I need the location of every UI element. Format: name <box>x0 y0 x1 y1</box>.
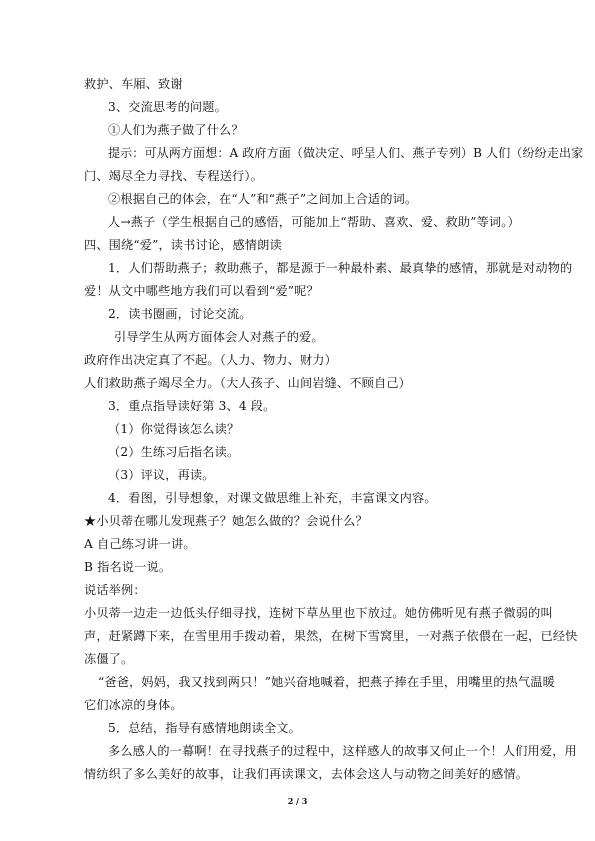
text-line-4: 提示：可从两方面想：A 政府方面（做决定、呼呈人们、燕子专列）B 人们（纷纷走出家 <box>108 146 584 160</box>
text-line-19: 4．看图，引导想象，对课文做思维上补充，丰富课文内容。 <box>108 491 437 505</box>
text-line-28: 它们冰凉的身体。 <box>84 698 183 712</box>
text-line-16: （1）你觉得该怎么读？ <box>108 422 240 436</box>
text-line-15: 3．重点指导读好第 3、4 段。 <box>108 399 276 413</box>
text-line-30: 多么感人的一幕啊！在寻找燕子的过程中，这样感人的故事又何止一个！人们用爱，用 <box>108 744 577 758</box>
text-line-22: B 指名说一说。 <box>84 560 172 574</box>
text-line-18: （3）评议，再读。 <box>108 468 215 482</box>
text-line-6: ②根据自己的体会，在“人”和“燕子”之间加上合适的词。 <box>108 192 418 206</box>
text-line-7: 人→燕子（学生根据自己的感悟，可能加上“帮助、喜欢、爱、救助”等词。） <box>108 215 520 229</box>
text-line-11: 2．读书圈画，讨论交流。 <box>108 307 252 321</box>
text-line-20: ★小贝蒂在哪儿发现燕子？她怎么做的？会说什么？ <box>84 514 368 528</box>
text-line-9: 1．人们帮助燕子；救助燕子，都是源于一种最朴素、最真挚的感情，那就是对动物的 <box>108 261 573 275</box>
text-line-3: ①人们为燕子做了什么？ <box>108 123 244 137</box>
text-line-2: 3、交流思考的问题。 <box>108 100 227 114</box>
text-line-10: 爱！从文中哪些地方我们可以看到“爱”呢？ <box>84 284 319 298</box>
text-line-1: 救护、车厢、致谢 <box>84 77 183 91</box>
text-line-5: 门、竭尽全力寻找、专程送行）。 <box>84 169 263 183</box>
text-line-31: 情纺织了多么美好的故事，让我们再读课文，去体会这人与动物之间美好的感情。 <box>84 767 529 781</box>
text-line-17: （2）生练习后指名读。 <box>108 445 240 459</box>
text-line-23: 说话举例： <box>84 583 146 597</box>
text-line-25: 声，赶紧蹲下来，在雪里用手拨动着，果然，在树下雪窝里，一对燕子依偎在一起，已经快 <box>84 629 578 643</box>
page-number: 2 / 3 <box>287 796 308 806</box>
text-line-21: A 自己练习讲一讲。 <box>84 537 196 551</box>
text-line-13: 政府作出决定真了不起。（人力、物力、财力） <box>84 353 337 367</box>
section-heading: 四、围绕“爱”，读书讨论，感情朗读 <box>84 238 282 252</box>
text-line-12: 引导学生从两方面体会人对燕子的爱。 <box>114 330 324 344</box>
text-line-27: “爸爸，妈妈，我又找到两只！”她兴奋地喊着，把燕子捧在手里，用嘴里的热气温暖 <box>98 675 555 689</box>
text-line-24: 小贝蒂一边走一边低头仔细寻找，连树下草丛里也下放过。她仿佛听见有燕子微弱的叫 <box>84 606 553 620</box>
text-line-26: 冻僵了。 <box>84 652 134 666</box>
text-line-14: 人们救助燕子竭尽全力。（大人孩子、山间岩缝、不顾自己） <box>84 376 412 390</box>
text-line-29: 5．总结，指导有感情地朗读全文。 <box>108 721 301 735</box>
